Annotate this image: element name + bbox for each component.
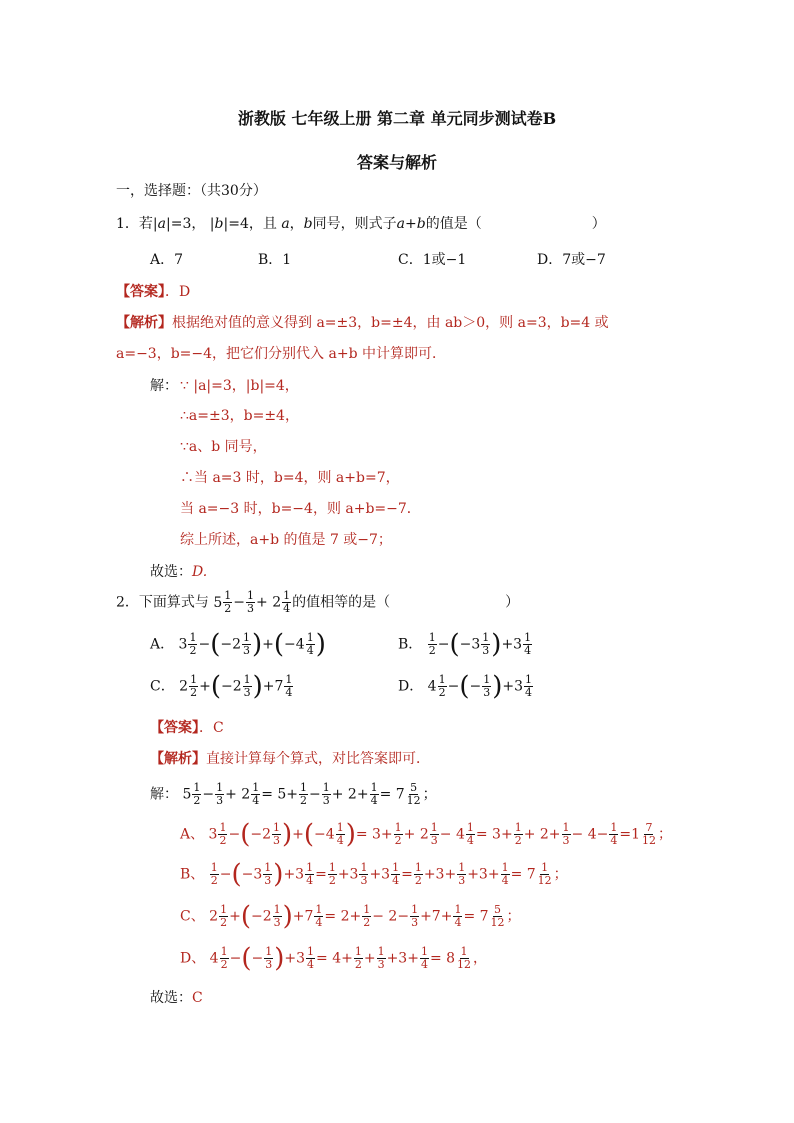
- q1-solution-label: 解：: [150, 378, 178, 394]
- q1-solution-line4: ∴当 a=3 时，b=4，则 a+b=7，: [180, 470, 400, 486]
- q2-analysis: 【解析】直接计算每个算式，对比答案即可．: [150, 751, 430, 767]
- q1-solution-line5: 当 a=−3 时，b=−4，则 a+b=−7．: [180, 501, 421, 517]
- q1-option-c: C．1或−1: [398, 252, 467, 268]
- q1-analysis-line1: 【解析】根据绝对值的意义得到 a=±3，b=±4，由 ab＞0，则 a=3，b=4 或: [116, 315, 609, 331]
- question-1-stem: 1．若|a|=3， |b|=4，且 a，b同号，则式子a+b的值是（ ）: [116, 216, 606, 232]
- q1-solution-line1: ∵ |a|=3，|b|=4，: [180, 378, 299, 394]
- q2-solution-d: D、 4 $\frac{1}{2}$ −(− $\frac{1}{3}$ )+3 $\frac{1}{4}$ = 4+ $\frac{1}{2}$ + $\frac{1}{3}$ +3+ $\frac{1}{4}$ = 8 $\frac{1}{12}$ ，: [180, 943, 488, 974]
- q1-solution-line2: ∴a=±3，b=±4，: [180, 408, 299, 424]
- q2-solution-main: 解： 5 $\frac{1}{2}$ − $\frac{1}{3}$ + 2 $\frac{1}{4}$ = 5+ $\frac{1}{2}$ − $\frac{1}{3}$ + 2+ $\frac{1}{4}$ = 7 $\frac{5}{12}$ ；: [150, 781, 437, 807]
- question-2-stem: 2．下面算式与 5 $\frac{1}{2}$ − $\frac{1}{3}$ + 2 $\frac{1}{4}$ 的值相等的是（ ）: [116, 589, 520, 615]
- q1-solution-line6: 综上所述，a+b 的值是 7 或−7；: [180, 532, 392, 548]
- q2-solution-c: C、 2 $\frac{1}{2}$ +(−2 $\frac{1}{3}$ )+7 $\frac{1}{4}$ = 2+ $\frac{1}{2}$ − 2− $\frac{1}{3}$ +7+ $\frac{1}{4}$ = 7 $\frac{5}{12}$ ；: [180, 901, 521, 932]
- q1-option-a: A．7: [150, 252, 184, 268]
- page-subtitle: 答案与解析: [356, 153, 437, 172]
- q2-option-d: D． 4 $\frac{1}{2}$ −(− $\frac{1}{3}$ )+3 $\frac{1}{4}$: [398, 671, 533, 702]
- q1-option-b: B．1: [258, 252, 292, 268]
- q2-solution-a: A、 3 $\frac{1}{2}$ −(−2 $\frac{1}{3}$ )+(−4 $\frac{1}{4}$ )= 3+ $\frac{1}{2}$ + 2 $\frac{1}{3}$ − 4 $\frac{1}{4}$ = 3+ $\frac{1}{2}$ + 2+ $\frac{1}{3}$ − 4− $\frac{1}{4}$ =1 $\frac{7}{12}$ ；: [180, 819, 672, 850]
- q1-analysis-line2: a=−3，b=−4，把它们分别代入 a+b 中计算即可．: [116, 346, 446, 362]
- q2-option-b: B． $\frac{1}{2}$ −(−3 $\frac{1}{3}$ )+3 $\frac{1}{4}$: [398, 629, 532, 660]
- q2-solution-b: B、 $\frac{1}{2}$ −(−3 $\frac{1}{3}$ )+3 $\frac{1}{4}$ = $\frac{1}{2}$ +3 $\frac{1}{3}$ +3 $\frac{1}{4}$ = $\frac{1}{2}$ +3+ $\frac{1}{3}$ +3+ $\frac{1}{4}$ = 7 $\frac{1}{12}$ ；: [180, 859, 568, 890]
- q2-choose: 故选：C: [150, 990, 203, 1006]
- section-heading: 一，选择题：（共30分）: [116, 183, 267, 199]
- q1-answer: 【答案】．D: [116, 284, 191, 300]
- q2-answer: 【答案】．C: [150, 720, 224, 736]
- q1-choose: 故选：D.: [150, 564, 208, 580]
- q2-option-c: C． 2 $\frac{1}{2}$ +(−2 $\frac{1}{3}$ )+7 $\frac{1}{4}$: [150, 671, 293, 702]
- q1-option-d: D．7或−7: [537, 252, 606, 268]
- page-title: 浙教版 七年级上册 第二章 单元同步测试卷B: [237, 109, 557, 128]
- q2-option-a: A． 3 $\frac{1}{2}$ −(−2 $\frac{1}{3}$ )+(−4 $\frac{1}{4}$ ): [150, 629, 326, 660]
- q1-solution-line3: ∵a、b 同号，: [180, 439, 267, 455]
